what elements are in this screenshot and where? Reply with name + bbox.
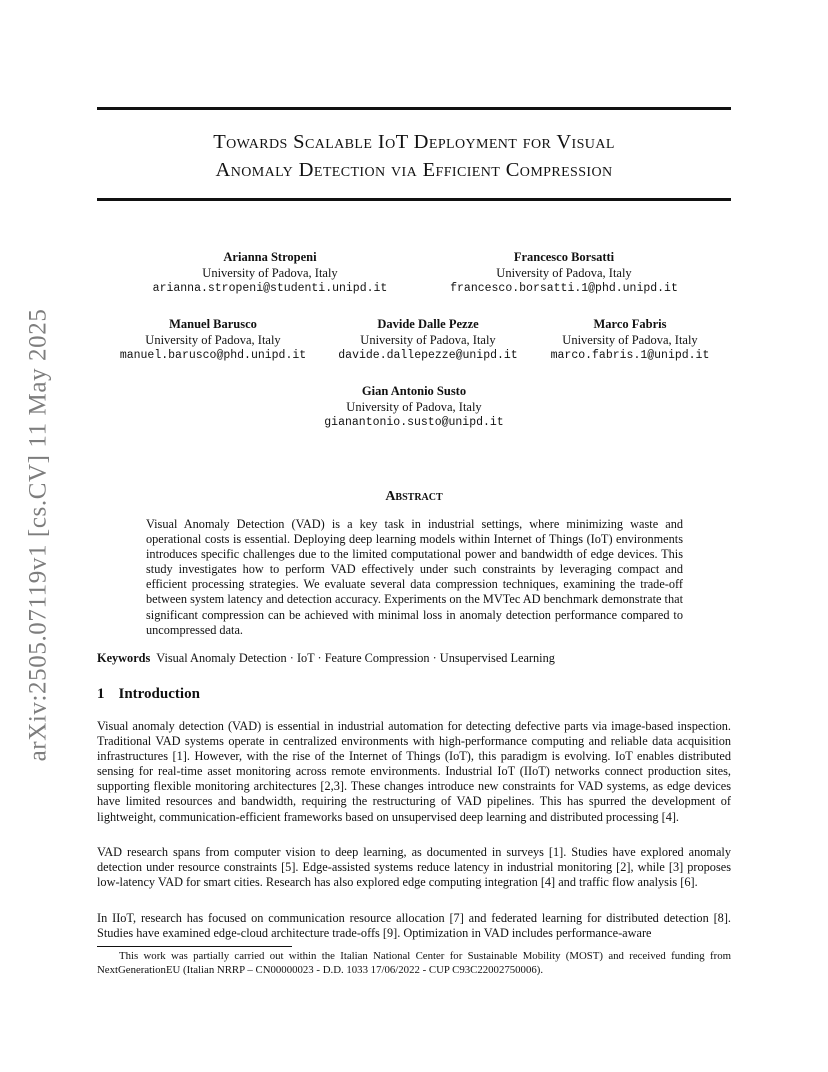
author-name: Marco Fabris: [593, 317, 667, 331]
author-email[interactable]: francesco.borsatti.1@phd.unipd.it: [450, 282, 678, 295]
abstract-heading: Abstract: [385, 489, 443, 504]
author-block: [120, 249, 420, 297]
author-email[interactable]: marco.fabris.1@unipd.it: [550, 349, 710, 362]
section-heading: [97, 686, 200, 703]
arxiv-identifier-stamp: [20, 300, 56, 770]
footnote: This work was partially carried out within the Italian National Center for Sustainable Mobility (MOST) and received funding from NextGenerationEU (Italian NRRP – CN00000023 - D.D. 1033 17/06/2022 - CUP C93C22002750006).: [97, 950, 731, 976]
arxiv-identifier-text: arXiv:2505.07119v1 [cs.CV] 11 May 2025: [24, 308, 51, 762]
author-block: [322, 316, 534, 364]
title-top-rule: [97, 107, 731, 110]
paper-title-line-1: Towards Scalable IoT Deployment for Visual: [213, 131, 615, 153]
author-email[interactable]: arianna.stropeni@studenti.unipd.it: [152, 282, 388, 295]
abstract-text: Visual Anomaly Detection (VAD) is a key task in industrial settings, where minimizing waste and operational costs is essential. Deploying deep learning models within Internet of Things (IoT) environments introduces specific challenges due to the limited computational power and bandwidth of edge devices. This study investigates how to perform VAD effectively under such constraints by leveraging compact and efficient processing strategies. We evaluate several data compression techniques, examining the trade-off between system latency and detection accuracy. Experiments on the MVTec AD benchmark demonstrate that significant compression can be achieved with minimal loss in anomaly detection performance compared to uncompressed data.: [146, 517, 683, 637]
author-name: Davide Dalle Pezze: [377, 317, 479, 331]
keywords-text: Visual Anomaly Detection · IoT · Feature Compression · Unsupervised Learning: [156, 651, 555, 665]
body-paragraph: In IIoT, research has focused on communication resource allocation [7] and federated learning for distributed detection [8]. Studies have examined edge-cloud architecture trade-offs [9]. Optimization in VAD includes performance-aware: [97, 911, 731, 941]
author-affiliation: University of Padova, Italy: [145, 333, 281, 347]
author-affiliation: University of Padova, Italy: [496, 266, 632, 280]
keywords-label: Keywords: [97, 651, 151, 665]
author-email[interactable]: manuel.barusco@phd.unipd.it: [119, 349, 307, 362]
paper-title: [97, 128, 731, 184]
section-title: Introduction: [118, 686, 200, 702]
author-affiliation: University of Padova, Italy: [346, 400, 482, 414]
author-block: [107, 316, 319, 364]
footnote-rule: [97, 946, 292, 947]
author-block: [524, 316, 736, 364]
author-email[interactable]: davide.dallepezze@unipd.it: [338, 349, 518, 362]
author-affiliation: University of Padova, Italy: [202, 266, 338, 280]
section-number: 1: [97, 686, 105, 702]
author-name: Arianna Stropeni: [223, 250, 317, 264]
author-name: Gian Antonio Susto: [361, 384, 467, 398]
author-name: Manuel Barusco: [169, 317, 257, 331]
author-email[interactable]: gianantonio.susto@unipd.it: [324, 416, 504, 429]
paper-title-line-2: Anomaly Detection via Efficient Compression: [215, 159, 613, 181]
keywords-line: [97, 651, 731, 666]
body-paragraph: VAD research spans from computer vision to deep learning, as documented in surveys [1]. Studies have explored anomaly detection under resource constraints [5]. Edge-assisted systems reduce latency in industrial monitoring [2], while [3] proposes low-latency VAD for smart cities. Research has also explored edge computing integration [4] and traffic flow analysis [6].: [97, 845, 731, 890]
author-affiliation: University of Padova, Italy: [562, 333, 698, 347]
title-bottom-rule: [97, 198, 731, 201]
author-affiliation: University of Padova, Italy: [360, 333, 496, 347]
author-block: [414, 249, 714, 297]
author-name: Francesco Borsatti: [513, 250, 615, 264]
author-block: [264, 383, 564, 431]
body-paragraph: Visual anomaly detection (VAD) is essential in industrial automation for detecting defective parts via image-based inspection. Traditional VAD systems operate in centralized environments with high-performance computing and reliable data acquisition infrastructures [1]. However, with the rise of the Internet of Things (IoT), this paradigm is evolving. IoT enables distributed sensing for real-time asset monitoring across remote environments. Industrial IoT (IIoT) networks connect production sites, supporting flexible monitoring architectures [2,3]. These changes introduce new constraints for VAD systems, as edge devices have limited resources and bandwidth, requiring the restructuring of VAD pipelines. This has spurred the development of lightweight, communication-efficient frameworks based on unsupervised deep learning and distributed processing [4].: [97, 719, 731, 824]
